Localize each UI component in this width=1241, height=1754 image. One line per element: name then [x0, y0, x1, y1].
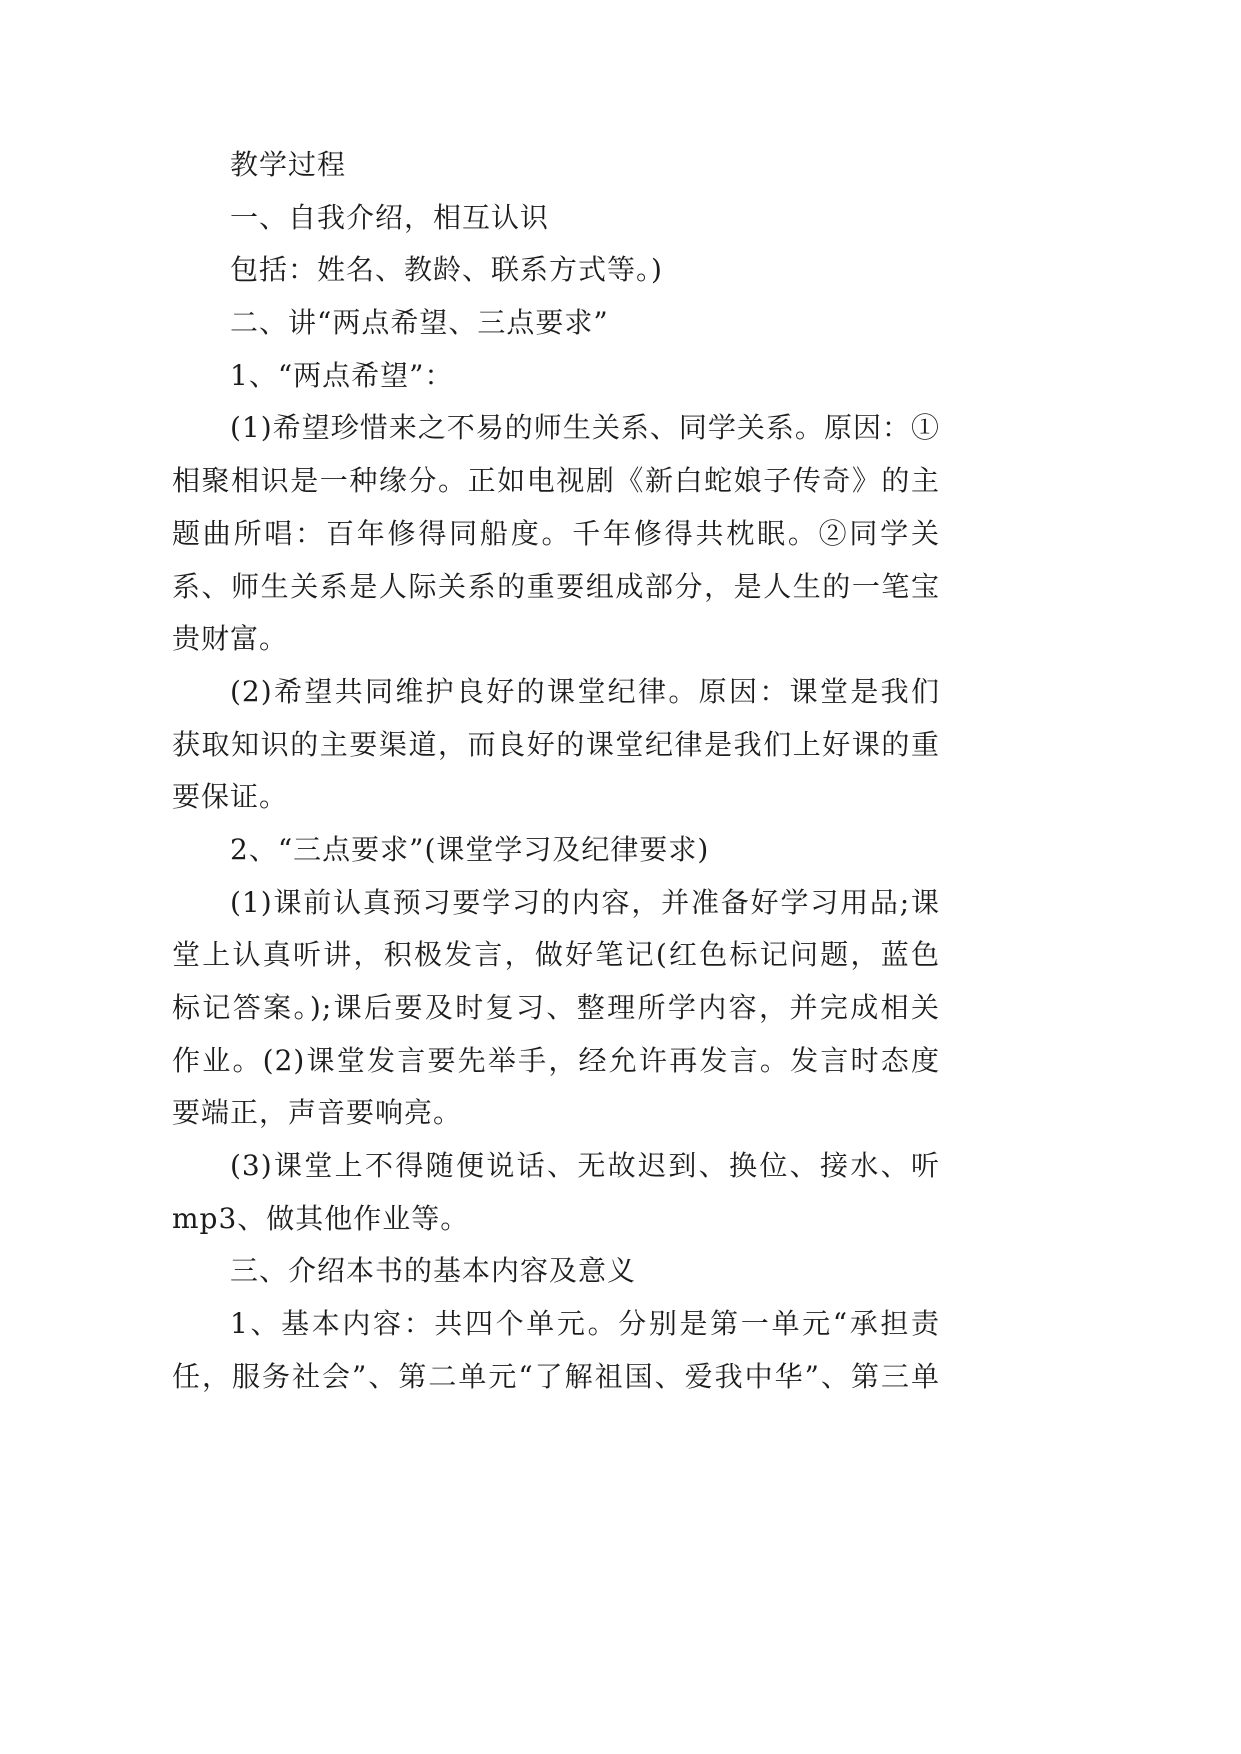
text-line: 获取知识的主要渠道，而良好的课堂纪律是我们上好课的重: [172, 727, 940, 761]
text-line: 标记答案。);课后要及时复习、整理所学内容，并完成相关: [172, 991, 940, 1024]
text-line: 作业。(2)课堂发言要先举手，经允许再发言。发言时态度: [172, 1043, 940, 1077]
text-line: 1、“两点希望”：: [230, 358, 454, 392]
paragraph-requirement-1-2: [172, 877, 940, 1140]
text-line: 题曲所唱：百年修得同船度。千年修得共枕眠。②同学关: [172, 516, 940, 550]
section-title-teaching-process: [172, 139, 940, 192]
text-line: 要保证。: [172, 780, 289, 814]
text-line: 任，服务社会”、第二单元“了解祖国、爱我中华”、第三单: [172, 1359, 940, 1393]
text-line: 相聚相识是一种缘分。正如电视剧《新白蛇娘子传奇》的主: [172, 464, 940, 498]
text-line: mp3、做其他作业等。: [172, 1201, 470, 1235]
text-line: 系、师生关系是人际关系的重要组成部分，是人生的一笔宝: [172, 569, 940, 603]
paragraph-hope-1: [172, 402, 940, 665]
document-body: [172, 139, 940, 1404]
subheading-two-hopes: [172, 350, 940, 403]
text-line: 堂上认真听讲，积极发言，做好笔记(红色标记问题，蓝色: [172, 938, 940, 972]
text-line: (1)课前认真预习要学习的内容，并准备好学习用品;课: [230, 885, 940, 919]
heading-self-introduction: [172, 192, 940, 245]
text-line: 一、自我介绍，相互认识: [230, 200, 550, 234]
text-line: 2、“三点要求”(课堂学习及纪律要求): [230, 832, 710, 866]
text-line: 包括：姓名、教龄、联系方式等。): [230, 253, 663, 287]
text-line: (1)希望珍惜来之不易的师生关系、同学关系。原因：①: [230, 411, 940, 445]
text-line: 二、讲“两点希望、三点要求”: [230, 306, 609, 340]
paragraph-include: [172, 244, 940, 297]
text-line: 教学过程: [230, 148, 347, 181]
paragraph-basic-content: [172, 1298, 940, 1403]
subheading-three-requirements: [172, 824, 940, 877]
paragraph-requirement-3: [172, 1140, 940, 1245]
text-line: 贵财富。: [172, 622, 289, 656]
text-line: (3)课堂上不得随便说话、无故迟到、换位、接水、听: [230, 1149, 940, 1183]
paragraph-hope-2: [172, 666, 940, 824]
text-line: (2)希望共同维护良好的课堂纪律。原因：课堂是我们: [230, 674, 940, 708]
heading-two-hopes-three-requirements: [172, 297, 940, 350]
heading-book-introduction: [172, 1245, 940, 1298]
text-line: 要端正，声音要响亮。: [172, 1096, 463, 1130]
text-line: 1、基本内容：共四个单元。分别是第一单元“承担责: [230, 1307, 940, 1341]
text-line: 三、介绍本书的基本内容及意义: [230, 1254, 637, 1288]
